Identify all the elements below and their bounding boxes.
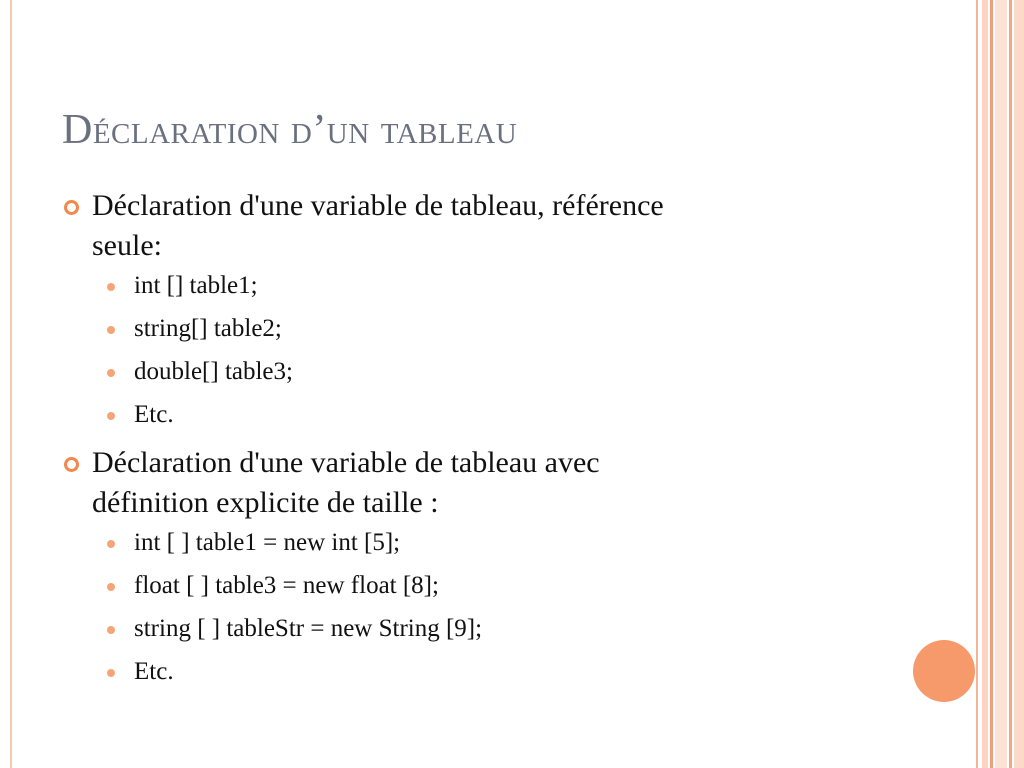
decorative-circle bbox=[913, 640, 975, 702]
ring-bullet-icon bbox=[64, 200, 79, 215]
sub-bullet-text: string[] table2; bbox=[134, 315, 282, 342]
dot-bullet-icon bbox=[107, 540, 115, 548]
sub-bullet-text: Etc. bbox=[134, 658, 174, 685]
dot-bullet-icon bbox=[107, 326, 115, 334]
sub-bullet-item bbox=[62, 357, 862, 387]
bullet-item bbox=[62, 186, 862, 266]
decorative-stripe bbox=[1014, 0, 1024, 768]
decorative-stripe bbox=[982, 0, 988, 768]
sub-bullet-item bbox=[62, 528, 862, 558]
dot-bullet-icon bbox=[107, 283, 115, 291]
sub-bullet-text: double[] table3; bbox=[134, 358, 293, 385]
bullet-text-line: Déclaration d'une variable de tableau, référence bbox=[92, 189, 664, 222]
sub-bullet-text: int [ ] table1 = new int [5]; bbox=[134, 529, 401, 556]
decorative-stripe bbox=[976, 0, 978, 768]
sub-bullet-item bbox=[62, 657, 862, 687]
bullet-item bbox=[62, 443, 862, 523]
sub-bullet-text: Etc. bbox=[134, 401, 174, 428]
slide-content bbox=[62, 186, 862, 700]
sub-bullet-text: float [ ] table3 = new float [8]; bbox=[134, 572, 439, 599]
sub-bullet-item bbox=[62, 271, 862, 301]
left-border-line bbox=[10, 0, 12, 768]
sub-bullet-text: string [ ] tableStr = new String [9]; bbox=[134, 615, 483, 642]
sub-bullet-item bbox=[62, 614, 862, 644]
bullet-text-line: Déclaration d'une variable de tableau avec bbox=[92, 446, 600, 479]
dot-bullet-icon bbox=[107, 412, 115, 420]
bullet-text-line: définition explicite de taille : bbox=[92, 486, 439, 519]
slide-title: Déclaration d’un tableau bbox=[62, 107, 518, 153]
sub-bullet-item bbox=[62, 571, 862, 601]
sub-bullet-item bbox=[62, 314, 862, 344]
decorative-stripe bbox=[990, 0, 993, 768]
bullet-text-line: seule: bbox=[92, 229, 162, 262]
sub-bullet-list bbox=[62, 528, 862, 687]
dot-bullet-icon bbox=[107, 669, 115, 677]
dot-bullet-icon bbox=[107, 583, 115, 591]
decorative-stripe bbox=[995, 0, 1007, 768]
decorative-stripe bbox=[1009, 0, 1012, 768]
ring-bullet-icon bbox=[64, 457, 79, 472]
sub-bullet-item bbox=[62, 400, 862, 430]
dot-bullet-icon bbox=[107, 626, 115, 634]
sub-bullet-list bbox=[62, 271, 862, 430]
sub-bullet-text: int [] table1; bbox=[134, 272, 258, 299]
dot-bullet-icon bbox=[107, 369, 115, 377]
